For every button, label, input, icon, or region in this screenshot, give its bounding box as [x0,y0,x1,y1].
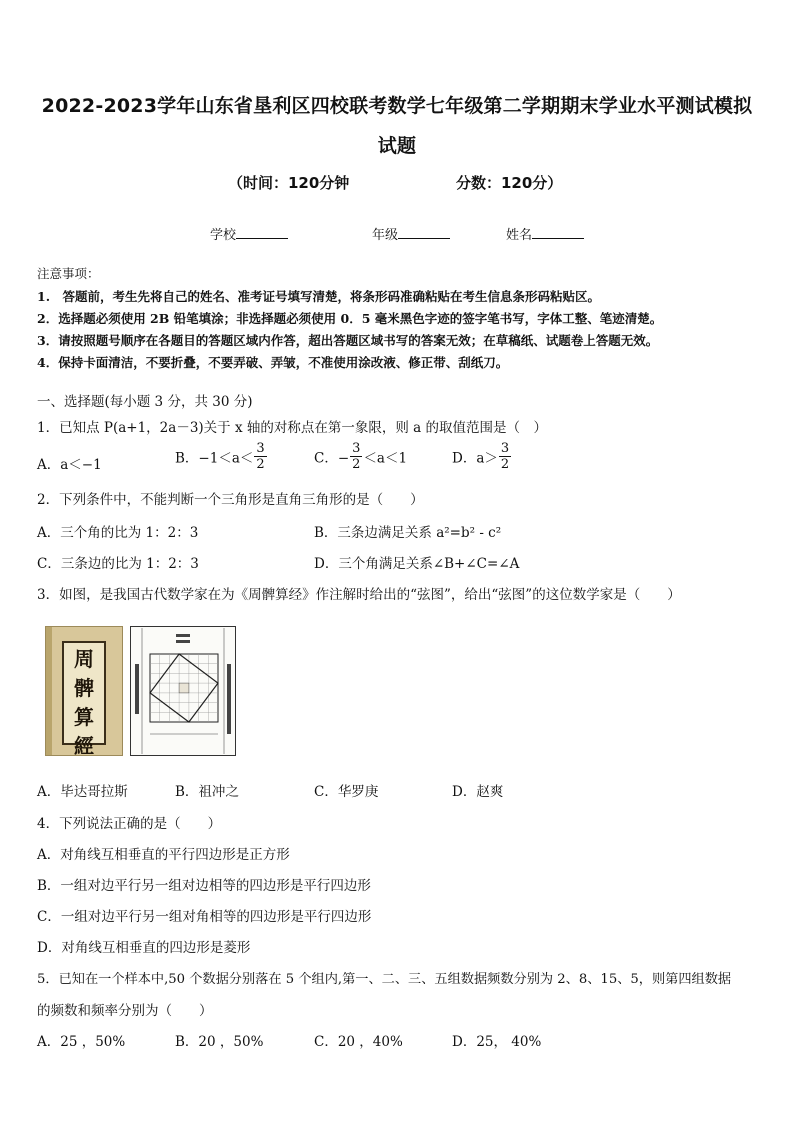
q3-option-a[interactable]: A．毕达哥拉斯 [37,784,128,800]
book-char: 算 [74,705,94,729]
name-field[interactable] [506,224,584,243]
fraction-numerator: 3 [256,441,265,456]
q5-stem: 5．已知在一个样本中,50 个数据分别落在 5 个组内,第一、二、三、五组数据频数分别为 2、8、15、5，则第四组数据 [37,972,732,987]
book-spine [46,627,52,755]
q3-stem: 3．如图，是我国古代数学家在为《周髀算经》作注解时给出的“弦图”，给出“弦图”的这位数学家是（ ） [37,587,681,603]
q2-option-a[interactable]: A．三个角的比为 1：2：3 [37,525,199,541]
fraction [499,441,511,472]
q1-option-d[interactable] [452,441,512,472]
q3-option-c[interactable]: C．华罗庚 [314,784,379,800]
name-blank[interactable] [532,226,584,239]
q5-option-d[interactable]: D．25， 40% [452,1034,542,1050]
section-heading: 一、选择题(每小题 3 分，共 30 分) [37,394,253,410]
school-field[interactable] [210,224,288,243]
grade-blank[interactable] [398,226,450,239]
q2-option-b[interactable]: B．三条边满足关系 a²=b² - c² [314,525,502,541]
q3-option-b[interactable]: B．祖冲之 [175,784,239,800]
q1-d-text: D．a＞ [452,450,498,467]
fraction-numerator: 3 [500,441,510,456]
fraction-denominator: 2 [352,457,361,472]
q4-option-d[interactable]: D．对角线互相垂直的四边形是菱形 [37,940,251,956]
fraction [254,441,266,472]
grade-label: 年级 [372,228,399,243]
zhoubi-suanjing-book-image [45,626,123,756]
fraction-numerator: 3 [352,441,361,456]
page-title: 2022-2023学年山东省垦利区四校联考数学七年级第二学期期末学业水平测试模拟试题 [41,95,753,157]
q1-b-text: B．−1＜a＜ [175,450,254,467]
grade-field[interactable] [372,224,450,243]
q1-option-c[interactable] [314,441,407,472]
xian-tu-diagram [130,626,236,756]
q4-stem: 4．下列说法正确的是（ ） [37,816,222,832]
q1-stem: 1．已知点 P(a+1，2a－3)关于 x 轴的对称点在第一象限，则 a 的取值范围是（ ） [37,420,547,436]
note-item: 4．保持卡面清洁，不要折叠，不要弄破、弄皱，不准使用涂改液、修正带、刮纸刀。 [37,355,509,370]
school-label: 学校 [210,228,237,243]
note-item: 3．请按照题号顺序在各题目的答题区域内作答，超出答题区域书写的答案无效；在草稿纸、试题卷上答题无效。 [37,333,659,348]
q1-option-a[interactable]: A．a＜−1 [37,457,102,473]
q1-c-text: C．− [314,450,350,467]
q5-option-a[interactable]: A．25 ，50% [37,1034,126,1050]
name-label: 姓名 [506,228,533,243]
q3-option-d[interactable]: D．赵爽 [452,784,504,800]
q5-option-c[interactable]: C．20 ，40% [314,1034,403,1050]
notes-heading: 注意事项： [37,266,100,281]
book-char: 周 [74,647,94,671]
q5-option-b[interactable]: B．20 ，50% [175,1034,264,1050]
q1-c-text-end: ＜a＜1 [363,450,408,467]
note-item: 2．选择题必须使用 2B 铅笔填涂；非选择题必须使用 0．5 毫米黑色字迹的签字笔书写，字体工整、笔迹清楚。 [37,311,663,326]
q5-stem-continued: 的频数和频率分别为（ ） [37,1003,213,1019]
book-title-label [62,641,106,758]
q2-stem: 2．下列条件中，不能判断一个三角形是直角三角形的是（ ） [37,492,424,508]
time-limit: （时间：120分钟 [228,174,350,192]
book-char: 髀 [74,676,94,700]
q2-option-d[interactable]: D．三个角满足关系∠B+∠C=∠A [314,556,520,572]
total-score: 分数：120分） [456,174,563,192]
fraction-denominator: 2 [256,457,265,472]
book-char: 經 [74,734,94,758]
note-item: 1. 答题前，考生先将自己的姓名、准考证号填写清楚，将条形码准确粘贴在考生信息条形码粘贴区。 [37,289,601,304]
fraction [350,441,362,472]
q1-option-b[interactable] [175,441,268,472]
fraction-denominator: 2 [500,457,510,472]
q4-option-a[interactable]: A．对角线互相垂直的平行四边形是正方形 [37,847,290,863]
q4-option-b[interactable]: B．一组对边平行另一组对边相等的四边形是平行四边形 [37,878,371,894]
q2-option-c[interactable]: C．三条边的比为 1：2：3 [37,556,199,572]
school-blank[interactable] [236,226,288,239]
q4-option-c[interactable]: C．一组对边平行另一组对角相等的四边形是平行四边形 [37,909,372,925]
